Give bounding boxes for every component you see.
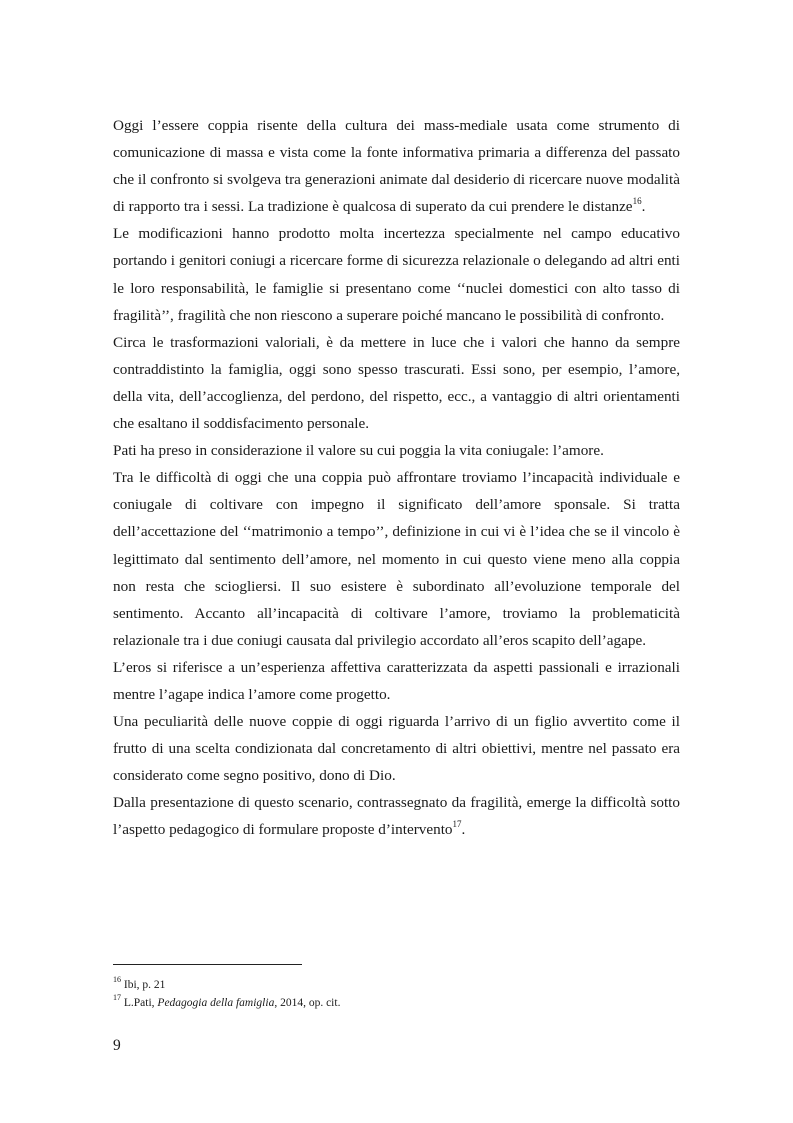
footnote-ref-16[interactable]: 16 bbox=[632, 196, 642, 207]
footnote-number: 16 bbox=[113, 975, 121, 985]
paragraph-8 bbox=[113, 789, 680, 843]
body-text bbox=[113, 112, 680, 844]
footnote-author: L.Pati, bbox=[123, 997, 158, 1009]
paragraph-3: Circa le trasformazioni valoriali, è da mettere in luce che i valori che hanno da sempre contraddistinto la famiglia, oggi sono spesso trascurati. Essi sono, per esempio, l’amore, della vita, dell’accoglienza, del perdono, del rispetto, ecc., a vantaggio di altri orientamenti che esaltano il soddisfacimento personale. bbox=[113, 333, 680, 433]
footnote-ref-17[interactable]: 17 bbox=[452, 819, 462, 830]
footnote-17 bbox=[113, 994, 680, 1012]
paragraph-8-tail: . bbox=[461, 821, 466, 839]
page-number: 9 bbox=[113, 1037, 121, 1054]
paragraph-1 bbox=[113, 112, 680, 220]
paragraph-7: Una peculiarità delle nuove coppie di oggi riguarda l’arrivo di un figlio avvertito come il frutto di una scelta condizionata dal concretamento di altri obiettivi, mentre nel passato era considerato come segno positivo, dono di Dio. bbox=[113, 713, 680, 785]
footnote-number: 17 bbox=[113, 993, 121, 1003]
paragraph-2: Le modificazioni hanno prodotto molta incertezza specialmente nel campo educativo portando i genitori coniugi a ricercare forme di sicurezza relazionale o delegando ad altri enti le loro responsabilità, le famiglie si presentano come ‘‘nuclei domestici con alto tasso di fragilità’’, fragilità che non riescono a superare poiché mancano le possibilità di confronto. bbox=[113, 225, 680, 324]
paragraph-6: L’eros si riferisce a un’esperienza affettiva caratterizzata da aspetti passionali e irrazionali mentre l’agape indica l’amore come progetto. bbox=[113, 658, 680, 703]
footnote-book-title: Pedagogia della famiglia bbox=[157, 997, 275, 1009]
footnote-separator bbox=[113, 964, 302, 965]
footnotes bbox=[113, 976, 680, 1012]
paragraph-5: Tra le difficoltà di oggi che una coppia può affrontare troviamo l’incapacità individuale e coniugale di coltivare con impegno il significato dell’amore sponsale. Si tratta dell’accettazione del ‘‘matrimonio a tempo’’, definizione in cui vi è l’idea che se il vincolo è legittimato dal sentimento dell’amore, nel momento in cui questo viene meno alla coppia non resta che sciogliersi. Il suo esistere è subordinato all’evoluzione temporale del sentimento. Accanto all’incapacità di coltivare l’amore, troviamo la problematicità relazionale tra i due coniugi causata dal privilegio accordato all’eros scapito dell’agape. bbox=[113, 469, 680, 649]
footnote-citation: , 2014, op. cit. bbox=[274, 997, 341, 1009]
footnote-text: Ibi, p. 21 bbox=[123, 979, 166, 991]
paragraph-8-text: Dalla presentazione di questo scenario, contrassegnato da fragilità, emerge la difficoltà sotto l’aspetto pedagogico di formulare proposte d’intervento bbox=[113, 794, 680, 839]
paragraph-1-text: Oggi l’essere coppia risente della cultura dei mass-mediale usata come strumento di comunicazione di massa e vista come la fonte informativa primaria a differenza del passato che il confronto si svolgeva tra generazioni animate dal desiderio di ricercare nuove modalità di rapporto tra i sessi. La tradizione è qualcosa di superato da cui prendere le distanze bbox=[113, 117, 680, 216]
footnote-16 bbox=[113, 976, 680, 994]
paragraph-4: Pati ha preso in considerazione il valore su cui poggia la vita coniugale: l’amore. bbox=[113, 442, 604, 460]
paragraph-1-tail: . bbox=[641, 198, 646, 216]
